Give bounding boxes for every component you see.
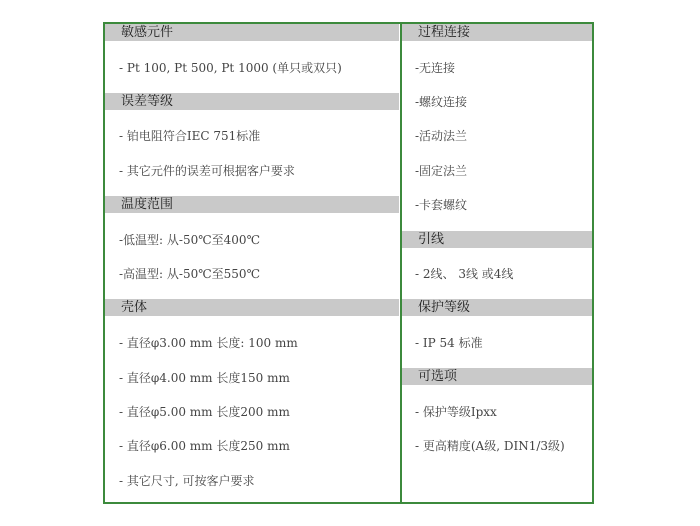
tolerance-item: - 铂电阻符合IEC 751标准 [119, 129, 261, 143]
housing-item: - 直径φ3.00 mm 长度: 100 mm [119, 336, 298, 350]
process-item: -活动法兰 [415, 129, 468, 143]
section-header-process-connection: 过程连接 [402, 24, 592, 41]
housing-item: - 直径φ6.00 mm 长度250 mm [119, 439, 290, 453]
sensor-item: - Pt 100, Pt 500, Pt 1000 (单只或双只) [119, 61, 342, 75]
process-item: -卡套螺纹 [415, 198, 468, 212]
temperature-item: -高温型: 从-50℃至550℃ [119, 267, 260, 281]
housing-item: - 其它尺寸, 可按客户要求 [119, 474, 255, 488]
process-item: -固定法兰 [415, 164, 468, 178]
protection-item: - IP 54 标准 [415, 336, 483, 350]
process-item: -无连接 [415, 61, 456, 75]
housing-item: - 直径φ5.00 mm 长度200 mm [119, 405, 290, 419]
section-header-protection: 保护等级 [402, 299, 592, 316]
section-header-tolerance: 误差等级 [105, 93, 399, 110]
column-divider [400, 22, 402, 504]
section-header-options: 可选项 [402, 368, 592, 385]
options-item: - 保护等级Ipxx [415, 405, 497, 419]
section-header-temperature: 温度范围 [105, 196, 399, 213]
process-item: -螺纹连接 [415, 95, 468, 109]
tolerance-item: - 其它元件的误差可根据客户要求 [119, 164, 295, 178]
section-header-housing: 壳体 [105, 299, 399, 316]
temperature-item: -低温型: 从-50℃至400℃ [119, 233, 260, 247]
section-header-sensor: 敏感元件 [105, 24, 399, 41]
section-header-leads: 引线 [402, 231, 592, 248]
housing-item: - 直径φ4.00 mm 长度150 mm [119, 371, 290, 385]
options-item: - 更高精度(A级, DIN1/3级) [415, 439, 565, 453]
leads-item: - 2线、 3线 或4线 [415, 267, 514, 281]
